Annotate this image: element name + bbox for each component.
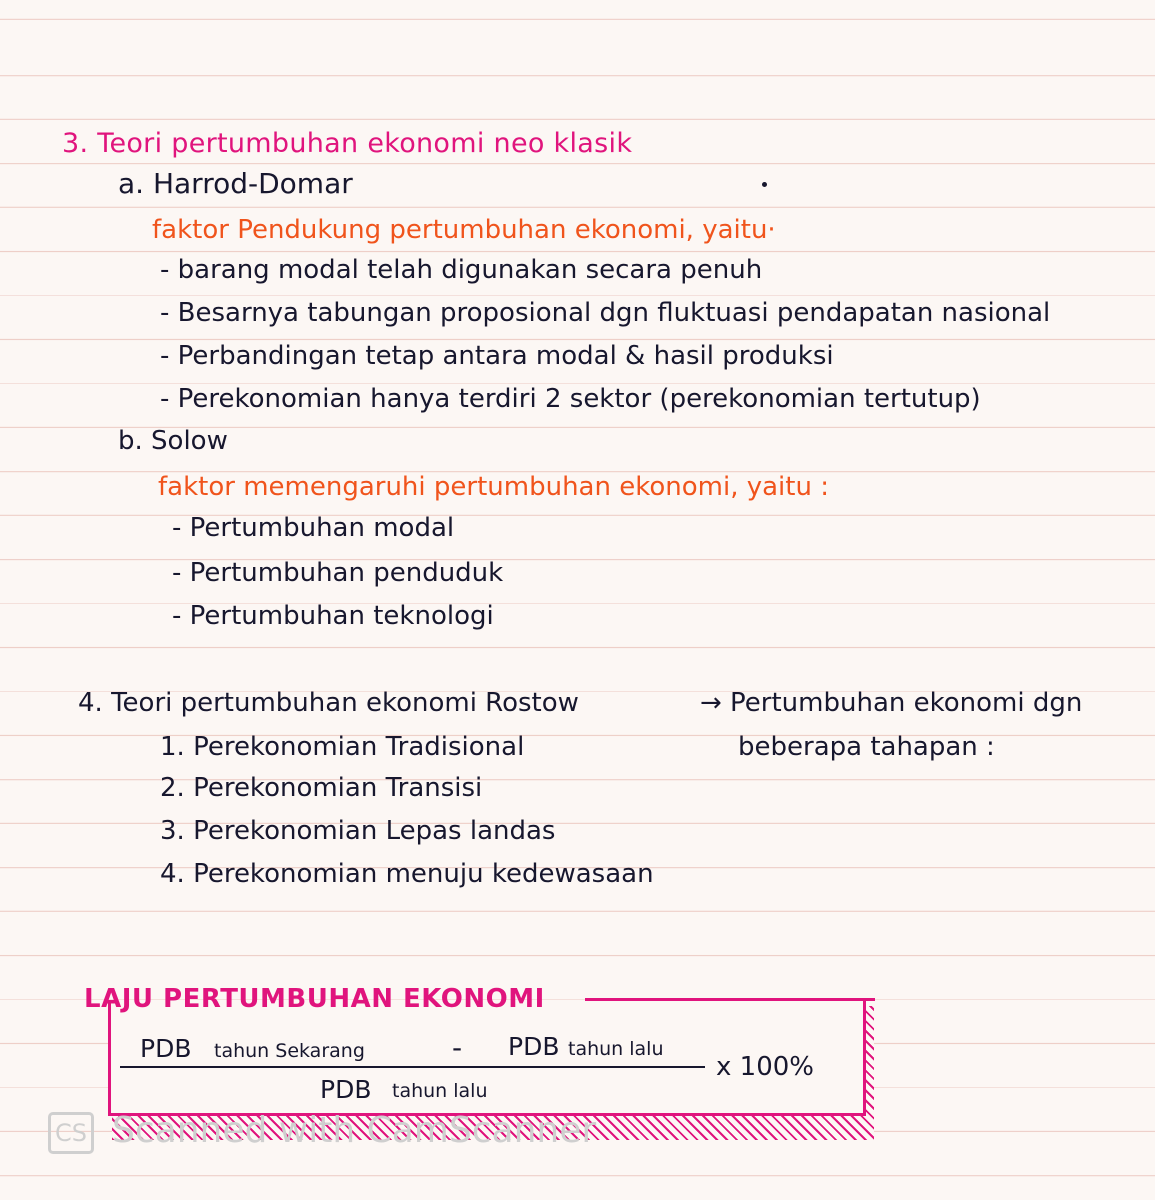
formula-denominator-subscript: tahun lalu (392, 1080, 488, 1102)
section-3b-item-1: - Pertumbuhan modal (172, 513, 455, 543)
section-4-item-3: 3. Perekonomian Lepas landas (160, 816, 556, 846)
formula-numerator-pdb: PDB (140, 1034, 192, 1063)
section-3b-item-3: - Pertumbuhan teknologi (172, 601, 494, 631)
section-4-note-line-1: → Pertumbuhan ekonomi dgn (700, 688, 1083, 718)
section-3a-intro: faktor Pendukung pertumbuhan ekonomi, yaitu· (152, 215, 776, 245)
formula-fraction-bar (120, 1066, 705, 1068)
camscanner-logo-icon: CS (48, 1112, 94, 1154)
section-3-title: 3. Teori pertumbuhan ekonomi neo klasik (62, 128, 633, 159)
camscanner-watermark-text: Scanned with CamScanner (112, 1110, 597, 1151)
formula-numerator-subscript-last: tahun lalu (568, 1038, 664, 1060)
section-3b-intro: faktor memengaruhi pertumbuhan ekonomi, yaitu : (158, 472, 829, 502)
ink-dot (762, 182, 767, 187)
section-3b-item-2: - Pertumbuhan penduduk (172, 558, 504, 588)
section-4-note-line-2: beberapa tahapan : (738, 732, 995, 762)
formula-numerator-subscript-now: tahun Sekarang (214, 1040, 365, 1062)
formula-title-rule (585, 998, 875, 1001)
section-3a-item-1: - barang modal telah digunakan secara penuh (160, 255, 763, 285)
section-4-title: 4. Teori pertumbuhan ekonomi Rostow (78, 688, 579, 718)
section-3a-item-3: - Perbandingan tetap antara modal & hasil produksi (160, 341, 834, 371)
formula-minus-sign: - (452, 1031, 463, 1064)
formula-denominator-pdb: PDB (320, 1075, 372, 1104)
formula-times-100-percent: x 100% (716, 1052, 814, 1082)
formula-title: LAJU PERTUMBUHAN EKONOMI (84, 984, 545, 1014)
section-4-item-2: 2. Perekonomian Transisi (160, 773, 483, 803)
section-3a-heading: a. Harrod-Domar (118, 167, 353, 200)
section-3a-item-2: - Besarnya tabungan proposional dgn fluktuasi pendapatan nasional (160, 298, 1051, 328)
section-4-item-1: 1. Perekonomian Tradisional (160, 732, 525, 762)
section-3a-item-4: - Perekonomian hanya terdiri 2 sektor (perekonomian tertutup) (160, 384, 981, 414)
formula-numerator-pdb-last: PDB (508, 1032, 560, 1061)
section-3b-heading: b. Solow (118, 426, 228, 456)
section-4-item-4: 4. Perekonomian menuju kedewasaan (160, 859, 654, 889)
